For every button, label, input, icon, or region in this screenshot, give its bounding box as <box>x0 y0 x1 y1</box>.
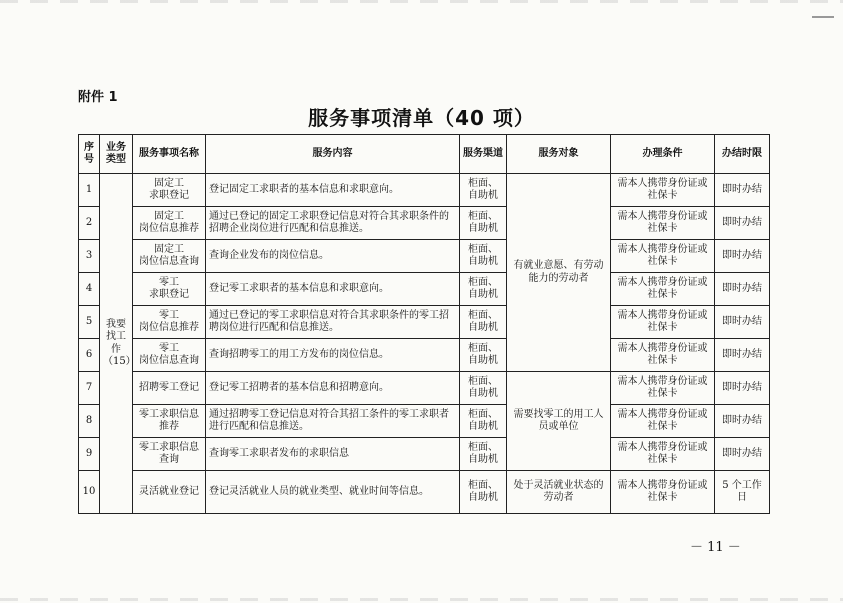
row-conditions: 需本人携带身份证或 社保卡 <box>611 207 715 240</box>
row-content: 查询零工求职者发布的求职信息 <box>206 438 460 471</box>
row-conditions: 需本人携带身份证或 社保卡 <box>611 174 715 207</box>
row-channel: 柜面、 自助机 <box>460 438 507 471</box>
row-content: 登记零工招聘者的基本信息和招聘意向。 <box>206 372 460 405</box>
row-channel: 柜面、 自助机 <box>460 372 507 405</box>
table-row <box>79 405 770 438</box>
scan-artifact-bottom <box>0 598 843 601</box>
row-conditions: 需本人携带身份证或 社保卡 <box>611 405 715 438</box>
category-cell: 我要找工作（15） <box>100 174 133 514</box>
target-cell-a: 有就业意愿、有劳动能力的劳动者 <box>507 174 611 372</box>
header-item: 服务事项名称 <box>133 135 206 174</box>
row-item: 零工 求职登记 <box>133 273 206 306</box>
row-conditions: 需本人携带身份证或 社保卡 <box>611 240 715 273</box>
table-row <box>79 207 770 240</box>
row-channel: 柜面、 自助机 <box>460 174 507 207</box>
row-time: 即时办结 <box>715 240 770 273</box>
row-seq: 7 <box>79 372 100 405</box>
target-cell-b: 需要找零工的用工人员或单位 <box>507 372 611 471</box>
corner-mark <box>812 16 834 18</box>
row-content: 登记零工求职者的基本信息和求职意向。 <box>206 273 460 306</box>
header-conditions: 办理条件 <box>611 135 715 174</box>
row-time: 即时办结 <box>715 438 770 471</box>
row-channel: 柜面、 自助机 <box>460 207 507 240</box>
row-content: 查询企业发布的岗位信息。 <box>206 240 460 273</box>
row-seq: 6 <box>79 339 100 372</box>
row-time: 即时办结 <box>715 372 770 405</box>
row-conditions: 需本人携带身份证或 社保卡 <box>611 372 715 405</box>
row-seq: 5 <box>79 306 100 339</box>
row-time: 即时办结 <box>715 405 770 438</box>
header-time: 办结时限 <box>715 135 770 174</box>
scan-artifact-top <box>0 0 843 3</box>
row-conditions: 需本人携带身份证或 社保卡 <box>611 306 715 339</box>
row-content: 登记固定工求职者的基本信息和求职意向。 <box>206 174 460 207</box>
row-channel: 柜面、 自助机 <box>460 339 507 372</box>
row-item: 固定工 岗位信息推荐 <box>133 207 206 240</box>
row-seq: 1 <box>79 174 100 207</box>
row-item: 零工求职信息 查询 <box>133 438 206 471</box>
row-content: 登记灵活就业人员的就业类型、就业时间等信息。 <box>206 471 460 514</box>
row-time: 5 个工作日 <box>715 471 770 514</box>
row-channel: 柜面、 自助机 <box>460 306 507 339</box>
row-content: 查询招聘零工的用工方发布的岗位信息。 <box>206 339 460 372</box>
row-item: 灵活就业登记 <box>133 471 206 514</box>
target-cell-c: 处于灵活就业状态的劳动者 <box>507 471 611 514</box>
service-table <box>78 134 770 514</box>
row-seq: 8 <box>79 405 100 438</box>
page-number: － 11 － <box>690 540 741 555</box>
row-time: 即时办结 <box>715 339 770 372</box>
row-item: 固定工 岗位信息查询 <box>133 240 206 273</box>
header-content: 服务内容 <box>206 135 460 174</box>
row-item: 固定工 求职登记 <box>133 174 206 207</box>
table-row <box>79 372 770 405</box>
row-time: 即时办结 <box>715 207 770 240</box>
row-channel: 柜面、 自助机 <box>460 273 507 306</box>
row-seq: 4 <box>79 273 100 306</box>
row-time: 即时办结 <box>715 174 770 207</box>
row-conditions: 需本人携带身份证或 社保卡 <box>611 273 715 306</box>
row-seq: 2 <box>79 207 100 240</box>
header-target: 服务对象 <box>507 135 611 174</box>
row-channel: 柜面、 自助机 <box>460 240 507 273</box>
table-row <box>79 339 770 372</box>
table-row <box>79 240 770 273</box>
row-conditions: 需本人携带身份证或 社保卡 <box>611 471 715 514</box>
table-header-row <box>79 135 770 174</box>
row-content: 通过招聘零工登记信息对符合其招工条件的零工求职者进行匹配和信息推送。 <box>206 405 460 438</box>
row-conditions: 需本人携带身份证或 社保卡 <box>611 438 715 471</box>
table-row <box>79 306 770 339</box>
row-seq: 9 <box>79 438 100 471</box>
header-category: 业务类型 <box>100 135 133 174</box>
table-row <box>79 273 770 306</box>
row-time: 即时办结 <box>715 273 770 306</box>
row-content: 通过已登记的零工求职信息对符合其求职条件的零工招聘岗位进行匹配和信息推送。 <box>206 306 460 339</box>
row-item: 零工求职信息 推荐 <box>133 405 206 438</box>
table-row <box>79 174 770 207</box>
row-item: 零工 岗位信息查询 <box>133 339 206 372</box>
table-row <box>79 438 770 471</box>
row-seq: 10 <box>79 471 100 514</box>
header-seq: 序号 <box>79 135 100 174</box>
row-item: 零工 岗位信息推荐 <box>133 306 206 339</box>
row-conditions: 需本人携带身份证或 社保卡 <box>611 339 715 372</box>
row-channel: 柜面、 自助机 <box>460 405 507 438</box>
header-channel: 服务渠道 <box>460 135 507 174</box>
row-content: 通过已登记的固定工求职登记信息对符合其求职条件的招聘企业岗位进行匹配和信息推送。 <box>206 207 460 240</box>
table-row <box>79 471 770 514</box>
annex-label: 附件 1 <box>78 90 118 105</box>
row-seq: 3 <box>79 240 100 273</box>
row-item: 招聘零工登记 <box>133 372 206 405</box>
row-channel: 柜面、 自助机 <box>460 471 507 514</box>
document-title: 服务事项清单（40 项） <box>308 106 535 130</box>
row-time: 即时办结 <box>715 306 770 339</box>
